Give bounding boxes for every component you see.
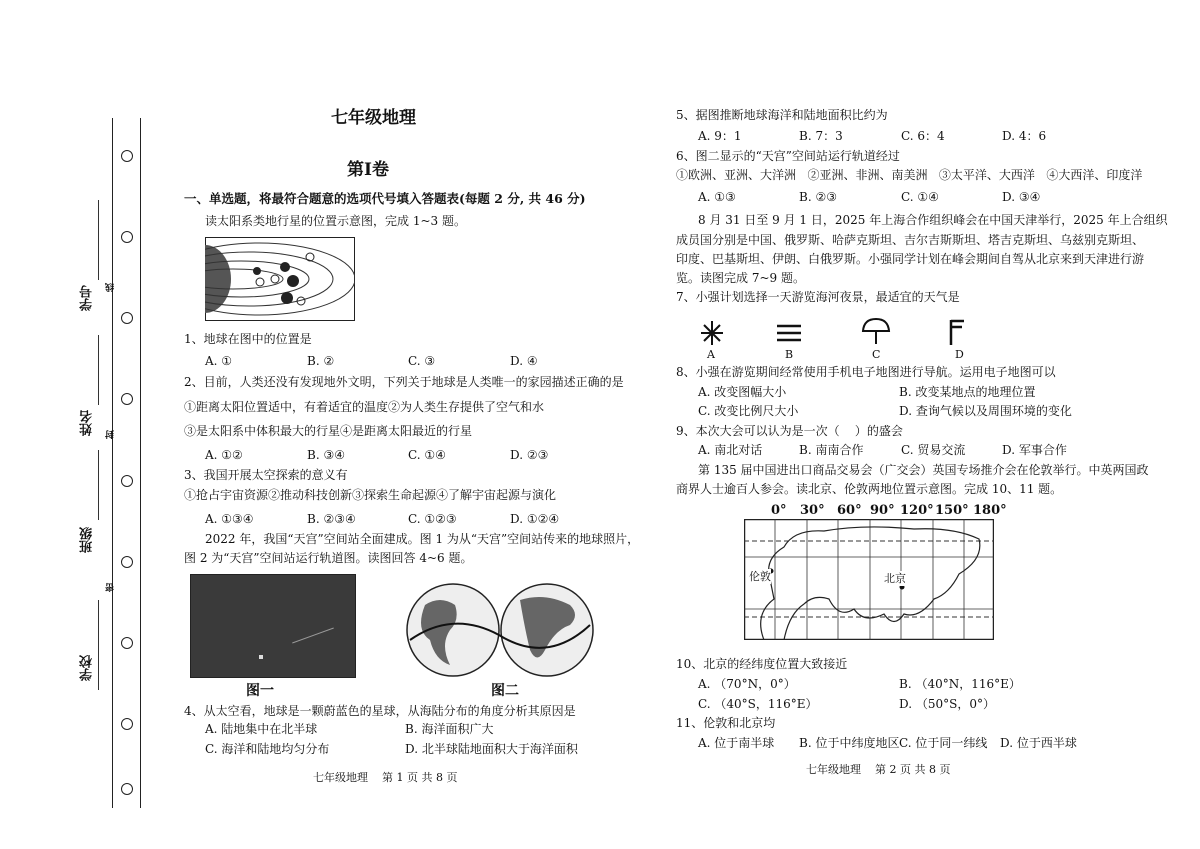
snow-icon[interactable]	[700, 320, 724, 346]
intro-q10-11-line2: 商界人士逾百人参会。读北京、伦敦两地位置示意图。完成 10、11 题。	[676, 482, 1063, 496]
q1-option-a[interactable]: A. ①	[205, 354, 233, 368]
q1-option-b[interactable]: B. ②	[307, 354, 335, 368]
map-lon-label: 30°	[800, 503, 825, 518]
binding-line-inner	[140, 118, 141, 808]
q5-stem: 5、据图推断地球海洋和陆地面积比约为	[676, 108, 888, 122]
q6-option-b[interactable]: B. ②③	[799, 190, 837, 204]
q6-option-c[interactable]: C. ①④	[901, 190, 939, 204]
q7-option-b[interactable]: B	[785, 348, 794, 361]
binding-hole	[121, 231, 133, 243]
part-heading: 一、单选题，将最符合题意的选项代号填入答题表(每题 2 分, 共 46 分)	[184, 191, 586, 206]
q1-stem: 1、地球在图中的位置是	[184, 332, 312, 346]
section-title: 第Ⅰ卷	[347, 160, 389, 180]
binding-hole	[121, 475, 133, 487]
q2-option-d[interactable]: D. ②③	[510, 448, 549, 462]
planet-venus	[280, 262, 290, 272]
intro-q4-6-line2: 图 2 为“天宫”空间站运行轨道图。读图回答 4~6 题。	[184, 551, 473, 565]
seal-char-xian: 线	[106, 283, 116, 292]
id-field[interactable]	[98, 200, 99, 280]
q4-option-c[interactable]: C. 海洋和陆地均匀分布	[205, 742, 330, 756]
q5-option-d[interactable]: D. 4：6	[1002, 129, 1047, 143]
intro-q7-9-line3: 印度、巴基斯坦、伊朗、白俄罗斯。小强同学计划在峰会期间自驾从北京来到天津进行游	[676, 252, 1145, 266]
intro-q10-11-line1: 第 135 届中国进出口商品交易会（广交会）英国专场推介会在伦敦举行。中英两国政	[698, 463, 1149, 477]
binding-hole	[121, 637, 133, 649]
q9-option-b[interactable]: B. 南南合作	[799, 443, 864, 457]
q9-stem: 9、本次大会可以认为是一次（ ）的盛会	[676, 424, 903, 438]
q4-stem: 4、从太空看，地球是一颗蔚蓝色的星球，从海陆分布的角度分析其原因是	[184, 704, 576, 718]
map-lon-label: 180°	[973, 503, 1007, 518]
q1-option-c[interactable]: C. ③	[408, 354, 436, 368]
q1-option-d[interactable]: D. ④	[510, 354, 538, 368]
q2-option-a[interactable]: A. ①②	[205, 448, 243, 462]
page-title: 七年级地理	[331, 108, 416, 128]
q10-stem: 10、北京的经纬度位置大致接近	[676, 657, 848, 671]
q10-option-c[interactable]: C. （40°S，116°E）	[698, 697, 818, 711]
school-label: 学校	[80, 655, 95, 681]
binding-hole	[121, 718, 133, 730]
binding-hole	[121, 393, 133, 405]
q2-statement-2: ③是太阳系中体积最大的行星④是距离太阳最近的行星	[184, 424, 473, 438]
figure-1-caption: 图一	[246, 683, 274, 699]
intro-q7-9-line1: 8 月 31 日至 9 月 1 日，2025 年上海合作组织峰会在中国天津举行，2025 年上合组织	[698, 213, 1168, 227]
q3-option-c[interactable]: C. ①②③	[408, 512, 457, 526]
world-map-beijing-london	[744, 519, 994, 640]
q8-stem: 8、小强在游览期间经常使用手机电子地图进行导航。运用电子地图可以	[676, 365, 1056, 379]
q2-option-c[interactable]: C. ①④	[408, 448, 446, 462]
q2-stem: 2、目前，人类还没有发现地外文明，下列关于地球是人类唯一的家园描述正确的是	[184, 375, 624, 389]
fog-icon[interactable]	[776, 324, 802, 342]
intro-q7-9-line2: 成员国分别是中国、俄罗斯、哈萨克斯坦、吉尔吉斯斯坦、塔吉克斯坦、乌兹别克斯坦、	[676, 233, 1145, 247]
q6-option-a[interactable]: A. ①③	[698, 190, 736, 204]
q7-option-d[interactable]: D	[955, 348, 964, 361]
q11-stem: 11、伦敦和北京均	[676, 716, 776, 730]
q3-stem: 3、我国开展太空探索的意义有	[184, 468, 348, 482]
q4-option-d[interactable]: D. 北半球陆地面积大于海洋面积	[405, 742, 578, 756]
map-lon-label: 0°	[771, 503, 787, 518]
q11-option-d[interactable]: D. 位于西半球	[1000, 736, 1077, 750]
q2-statement-1: ①距离太阳位置适中，有着适宜的温度②为人类生存提供了空气和水	[184, 400, 545, 414]
q7-option-a[interactable]: A	[707, 348, 715, 361]
q10-option-b[interactable]: B. （40°N，116°E）	[899, 677, 1021, 691]
q3-option-d[interactable]: D. ①②④	[510, 512, 560, 526]
q2-option-b[interactable]: B. ③④	[307, 448, 345, 462]
q7-stem: 7、小强计划选择一天游览海河夜景，最适宜的天气是	[676, 290, 960, 304]
q6-statement: ①欧洲、亚洲、大洋洲 ②亚洲、非洲、南美洲 ③太平洋、大西洋 ④大西洋、印度洋	[676, 168, 1143, 182]
west-hemisphere	[407, 584, 499, 676]
planet-mars	[281, 292, 293, 304]
q3-statement: ①抢占宇宙资源②推动科技创新③探索生命起源④了解宇宙起源与演化	[184, 488, 557, 502]
q3-option-a[interactable]: A. ①③④	[205, 512, 254, 526]
seal-char-mi: 密	[106, 583, 116, 592]
page1-footer: 七年级地理 第 1 页 共 8 页	[313, 771, 458, 784]
q11-option-c[interactable]: C. 位于同一纬线	[899, 736, 988, 750]
map-lon-label: 150°	[935, 503, 969, 518]
photo-streak	[292, 628, 334, 644]
wind-icon[interactable]	[948, 318, 968, 346]
q9-option-c[interactable]: C. 贸易交流	[901, 443, 966, 457]
map-label-beijing: 北京	[884, 572, 906, 585]
photo-glint	[259, 655, 263, 659]
q3-option-b[interactable]: B. ②③④	[307, 512, 356, 526]
page2-footer: 七年级地理 第 2 页 共 8 页	[806, 763, 951, 776]
q11-option-b[interactable]: B. 位于中纬度地区	[799, 736, 900, 750]
map-label-london: 伦敦	[749, 570, 771, 583]
q7-option-c[interactable]: C	[872, 348, 881, 361]
map-lon-label: 90°	[870, 503, 895, 518]
binding-line-outer	[112, 118, 113, 808]
q8-option-c[interactable]: C. 改变比例尺大小	[698, 404, 799, 418]
binding-hole	[121, 556, 133, 568]
binding-hole	[121, 783, 133, 795]
name-label: 姓名	[80, 410, 95, 436]
map-lon-label: 120°	[900, 503, 934, 518]
q4-option-b[interactable]: B. 海洋面积广大	[405, 722, 494, 736]
intro-q4-6-line1: 2022 年，我国“天宫”空间站全面建成。图 1 为从“天宫”空间站传来的地球照片，	[205, 532, 640, 546]
q8-option-b[interactable]: B. 改变某地点的地理位置	[899, 385, 1036, 399]
class-label: 班级	[80, 527, 95, 553]
school-field[interactable]	[98, 600, 99, 690]
intro-q1-3: 读太阳系类地行星的位置示意图，完成 1~3 题。	[205, 214, 466, 228]
figure-2-orbit-globes	[405, 580, 595, 680]
q10-option-d[interactable]: D. （50°S，0°）	[899, 697, 995, 711]
figure-2-caption: 图二	[491, 683, 519, 699]
map-lon-label: 60°	[837, 503, 862, 518]
binding-hole	[121, 312, 133, 324]
q6-stem: 6、图二显示的“天宫”空间站运行轨道经过	[676, 149, 900, 163]
q6-option-d[interactable]: D. ③④	[1002, 190, 1041, 204]
name-field[interactable]	[98, 335, 99, 405]
planet-mercury	[253, 267, 261, 275]
q5-option-b[interactable]: B. 7：3	[799, 129, 843, 143]
class-field[interactable]	[98, 450, 99, 520]
seal-char-feng: 封	[106, 430, 116, 439]
intro-q7-9-line4: 览。读图完成 7~9 题。	[676, 271, 805, 285]
figure-1-earth-photo	[190, 574, 356, 678]
binding-hole	[121, 150, 133, 162]
q8-option-d[interactable]: D. 查询气候以及周围环境的变化	[899, 404, 1072, 418]
overcast-icon[interactable]	[860, 316, 892, 346]
q5-option-c[interactable]: C. 6：4	[901, 129, 945, 143]
q8-option-a[interactable]: A. 改变图幅大小	[698, 385, 787, 399]
q5-option-a[interactable]: A. 9：1	[698, 129, 742, 143]
q10-option-a[interactable]: A. （70°N，0°）	[698, 677, 796, 691]
planet-earth	[287, 275, 299, 287]
q11-option-a[interactable]: A. 位于南半球	[698, 736, 775, 750]
solar-system-figure	[205, 237, 355, 321]
id-label: 学号	[80, 285, 95, 311]
q9-option-a[interactable]: A. 南北对话	[698, 443, 763, 457]
q9-option-d[interactable]: D. 军事合作	[1002, 443, 1067, 457]
q4-option-a[interactable]: A. 陆地集中在北半球	[205, 722, 318, 736]
